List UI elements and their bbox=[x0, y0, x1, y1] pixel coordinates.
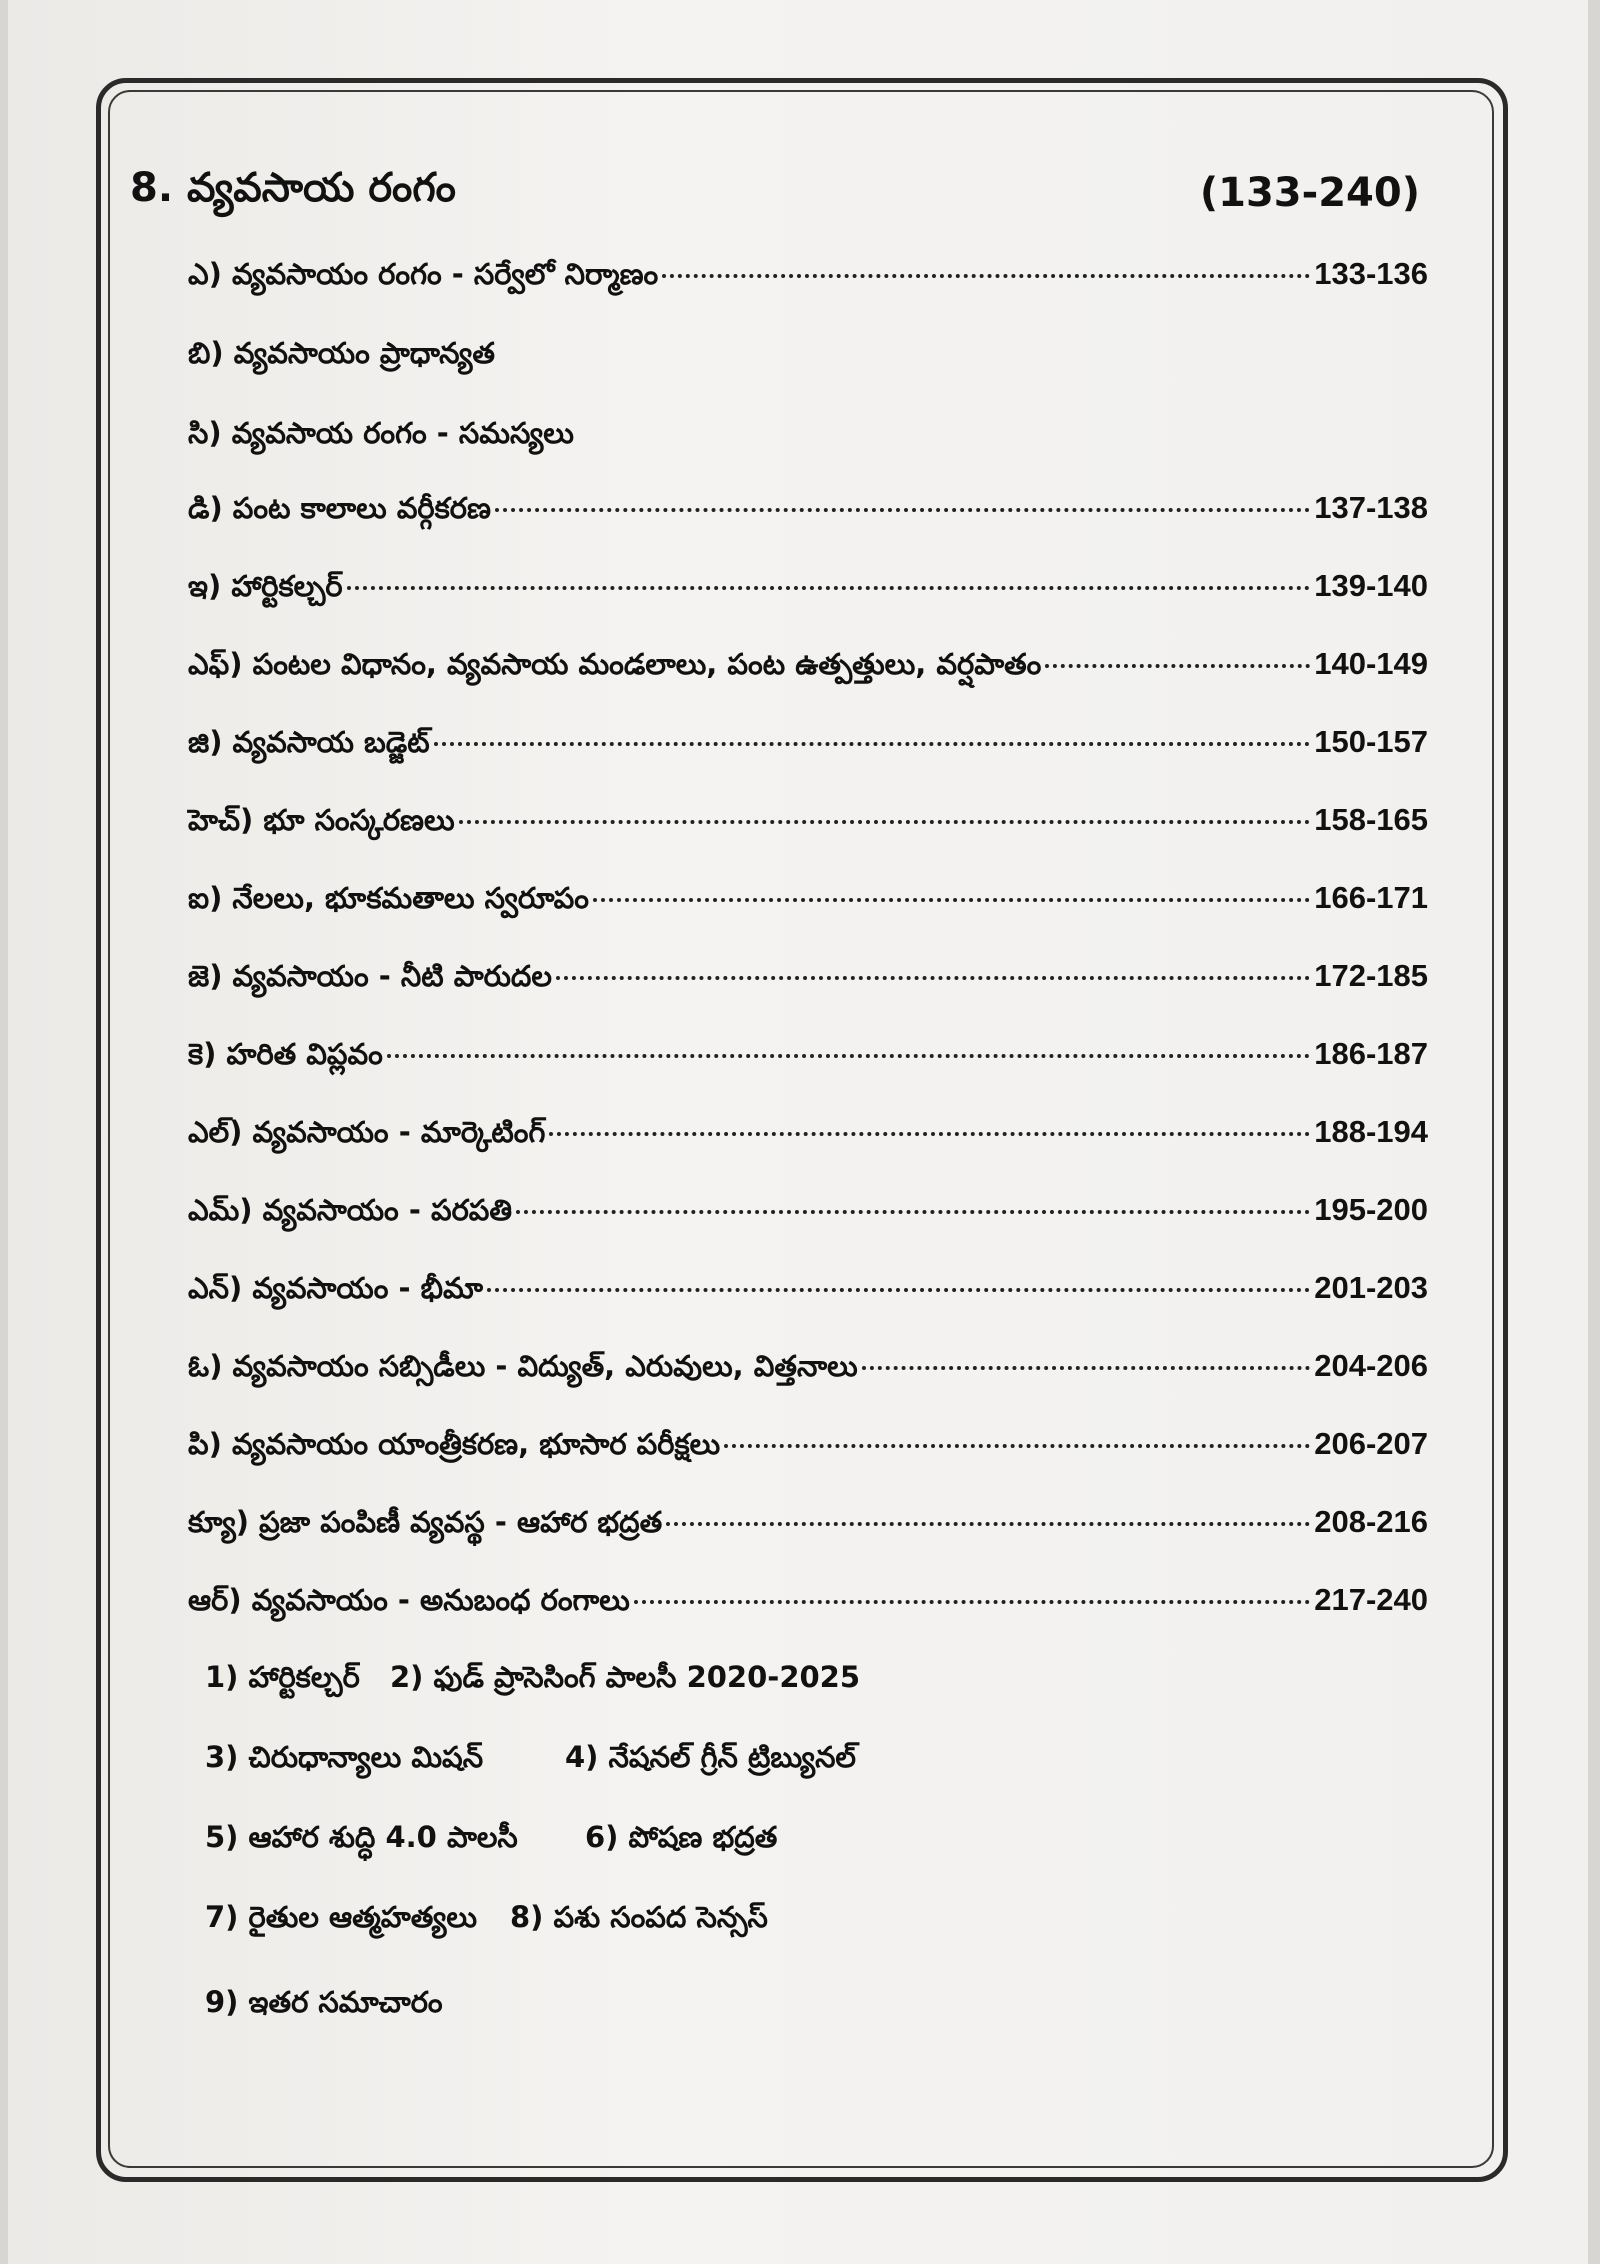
toc-entry bbox=[188, 1504, 1428, 1552]
subtopic-item: 6) పోషణ భద్రత bbox=[585, 1820, 778, 1854]
toc-entry bbox=[188, 416, 1428, 464]
toc-entry bbox=[188, 958, 1428, 1006]
dot-leader bbox=[549, 1132, 1310, 1136]
dot-leader bbox=[724, 1444, 1310, 1448]
dot-leader bbox=[556, 976, 1310, 980]
toc-entry-pages: 188-194 bbox=[1314, 1114, 1428, 1149]
toc-entry bbox=[188, 1426, 1428, 1474]
toc-entry-label: ఎఫ్) పంటల విధానం, వ్యవసాయ మండలాలు, పంట ఉత్పత్తులు, వర్షపాతం bbox=[188, 647, 1042, 681]
subtopic-item: 9) ఇతర సమాచారం bbox=[205, 1985, 443, 2019]
toc-entry-label: బి) వ్యవసాయం ప్రాధాన్యత bbox=[188, 336, 495, 370]
toc-entry-label: ఎల్) వ్యవసాయం - మార్కెటింగ్ bbox=[188, 1115, 546, 1149]
toc-entry-pages: 166-171 bbox=[1314, 880, 1428, 915]
dot-leader bbox=[387, 1054, 1310, 1058]
subtopic-item: 3) చిరుధాన్యాలు మిషన్ bbox=[205, 1740, 484, 1774]
toc-entry-pages: 195-200 bbox=[1314, 1192, 1428, 1227]
toc-entry bbox=[188, 1348, 1428, 1396]
toc-entry-pages: 204-206 bbox=[1314, 1348, 1428, 1383]
dot-leader bbox=[662, 274, 1310, 278]
dot-leader bbox=[459, 820, 1311, 824]
toc-entry bbox=[188, 490, 1428, 538]
subtopic-item: 8) పశు సంపద సెన్సస్ bbox=[510, 1900, 768, 1934]
toc-entry-label: ఓ) వ్యవసాయం సబ్సిడీలు - విద్యుత్, ఎరువులు, విత్తనాలు bbox=[188, 1349, 858, 1383]
toc-entry-label: జి) వ్యవసాయ బడ్జెట్ bbox=[188, 725, 430, 759]
toc-entry-pages: 172-185 bbox=[1314, 958, 1428, 993]
toc-entry-label: సి) వ్యవసాయ రంగం - సమస్యలు bbox=[188, 416, 574, 450]
toc-entry bbox=[188, 336, 1428, 384]
toc-entry-label: ఎన్) వ్యవసాయం - భీమా bbox=[188, 1271, 484, 1305]
toc-entry bbox=[188, 1192, 1428, 1240]
toc-entry-label: పి) వ్యవసాయం యాంత్రీకరణ, భూసార పరీక్షలు bbox=[188, 1427, 721, 1461]
toc-entry-label: డి) పంట కాలాలు వర్గీకరణ bbox=[188, 491, 491, 525]
toc-entry-pages: 137-138 bbox=[1314, 490, 1428, 525]
toc-entry bbox=[188, 1582, 1428, 1630]
toc-entry-pages: 186-187 bbox=[1314, 1036, 1428, 1071]
toc-entry-label: కె) హరిత విప్లవం bbox=[188, 1037, 383, 1071]
toc-entry-label: ఆర్) వ్యవసాయం - అనుబంధ రంగాలు bbox=[188, 1583, 630, 1617]
toc-entry bbox=[188, 568, 1428, 616]
toc-entry-pages: 139-140 bbox=[1314, 568, 1428, 603]
dot-leader bbox=[862, 1366, 1311, 1370]
dot-leader bbox=[516, 1210, 1310, 1214]
toc-entry bbox=[188, 1036, 1428, 1084]
toc-entry-label: క్యూ) ప్రజా పంపిణీ వ్యవస్థ - ఆహార భద్రత bbox=[188, 1505, 663, 1539]
toc-entry-label: ఐ) నేలలు, భూకమతాలు స్వరూపం bbox=[188, 881, 589, 915]
toc-entry-pages: 201-203 bbox=[1314, 1270, 1428, 1305]
toc-entry bbox=[188, 1114, 1428, 1162]
toc-entry-pages: 140-149 bbox=[1314, 646, 1428, 681]
toc-entry bbox=[188, 646, 1428, 694]
dot-leader bbox=[593, 898, 1310, 902]
dot-leader bbox=[434, 742, 1311, 746]
dot-leader bbox=[666, 1522, 1310, 1526]
toc-entry-label: ఎమ్) వ్యవసాయం - పరపతి bbox=[188, 1193, 513, 1227]
subtopic-item: 4) నేషనల్ గ్రీన్ ట్రిబ్యునల్ bbox=[565, 1740, 856, 1774]
subtopic-item: 7) రైతుల ఆత్మహత్యలు bbox=[205, 1900, 477, 1934]
dot-leader bbox=[495, 508, 1310, 512]
toc-entry-label: ఎ) వ్యవసాయం రంగం - సర్వేలో నిర్మాణం bbox=[188, 257, 659, 291]
toc-entry-label: జె) వ్యవసాయం - నీటి పారుదల bbox=[188, 959, 552, 993]
dot-leader bbox=[634, 1600, 1310, 1604]
subtopic-item: 1) హార్టికల్చర్ bbox=[205, 1660, 360, 1694]
toc-entry bbox=[188, 802, 1428, 850]
section-pages: (133-240) bbox=[1199, 170, 1420, 216]
section-title: 8. వ్యవసాయ రంగం bbox=[130, 165, 456, 211]
dot-leader bbox=[347, 586, 1311, 590]
toc-entry-label: హెచ్) భూ సంస్కరణలు bbox=[188, 803, 455, 837]
dot-leader bbox=[1045, 664, 1310, 668]
toc-entry-pages: 133-136 bbox=[1314, 256, 1428, 291]
toc-entry bbox=[188, 724, 1428, 772]
toc-entry-pages: 150-157 bbox=[1314, 724, 1428, 759]
toc-entry-pages: 158-165 bbox=[1314, 802, 1428, 837]
toc-entry bbox=[188, 1270, 1428, 1318]
dot-leader bbox=[487, 1288, 1310, 1292]
toc-entry bbox=[188, 256, 1428, 304]
toc-entry-pages: 208-216 bbox=[1314, 1504, 1428, 1539]
toc-entry bbox=[188, 880, 1428, 928]
toc-entry-pages: 217-240 bbox=[1314, 1582, 1428, 1617]
subtopic-item: 2) ఫుడ్ ప్రాసెసింగ్ పాలసీ 2020-2025 bbox=[390, 1660, 861, 1694]
toc-entry-label: ఇ) హార్టికల్చర్ bbox=[188, 569, 343, 603]
section-heading bbox=[130, 158, 1420, 228]
subtopic-item: 5) ఆహార శుద్ధి 4.0 పాలసీ bbox=[205, 1820, 518, 1854]
toc-entry-pages: 206-207 bbox=[1314, 1426, 1428, 1461]
